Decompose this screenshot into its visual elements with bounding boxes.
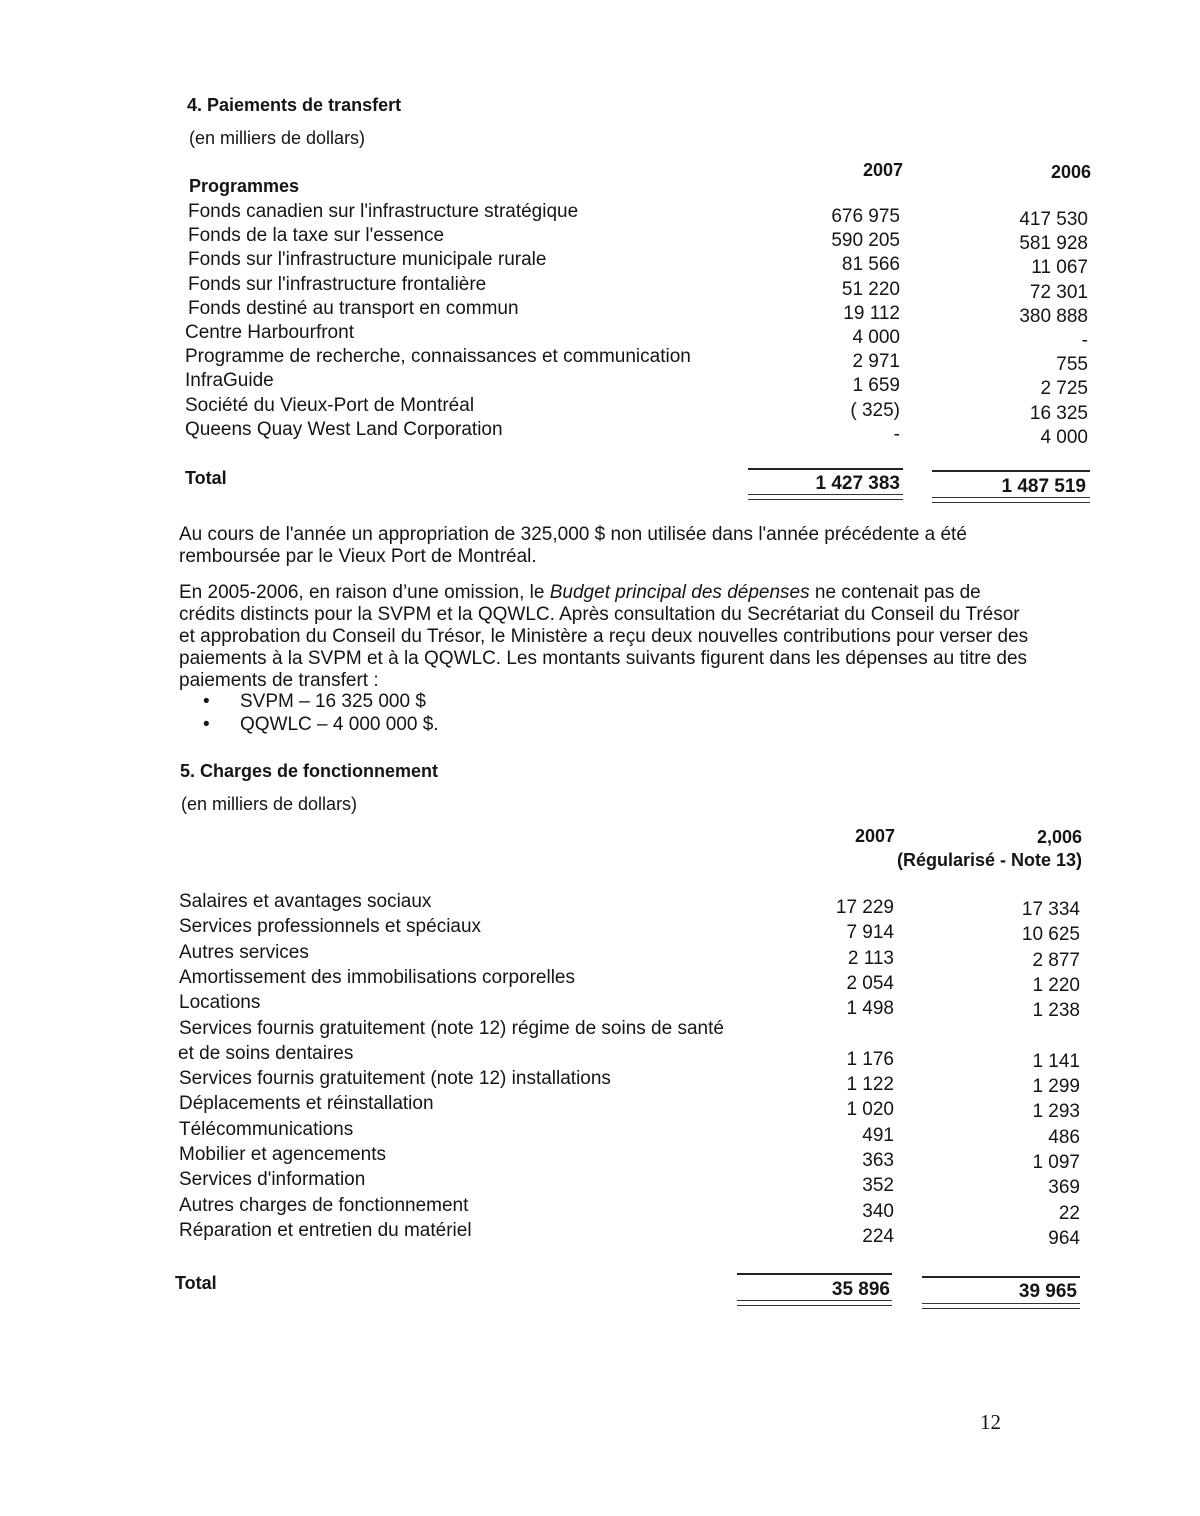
section-4-title: 4. Paiements de transfert — [187, 95, 402, 115]
value-2006: 10 625 — [1021, 924, 1080, 946]
s5-total-rule-double-2007b — [737, 1305, 892, 1306]
value-2007: 676 975 — [831, 206, 900, 227]
s4-col-header-2006: 2006 — [1050, 162, 1091, 182]
bullet-icon: • — [203, 691, 210, 712]
value-2007: ( 325) — [850, 399, 900, 421]
row-label: Services fournis gratuitement (note 12) régime de soins de santé — [179, 1017, 724, 1039]
value-2007: 1 122 — [846, 1074, 894, 1096]
value-2007: 2 113 — [847, 947, 894, 969]
s5-total-rule-top-2006 — [922, 1276, 1080, 1278]
value-2007: 1 176 — [846, 1048, 894, 1070]
row-label: Mobilier et agencements — [179, 1144, 386, 1165]
value-2006: 417 530 — [1019, 209, 1088, 230]
row-label: Fonds sur l'infrastructure municipale rurale — [188, 249, 547, 271]
value-2006: 1 299 — [1032, 1076, 1080, 1098]
s5-col-header-2007: 2007 — [854, 826, 895, 846]
page-number: 12 — [980, 1410, 1001, 1434]
s5-total-2007: 35 896 — [831, 1279, 890, 1300]
s5-total-label: Total — [175, 1273, 217, 1293]
s4-total-2006: 1 487 519 — [1001, 476, 1086, 497]
value-2006: 581 928 — [1019, 233, 1088, 255]
row-label: Queens Quay West Land Corporation — [185, 418, 503, 440]
s5-total-rule-top-2007 — [737, 1273, 892, 1275]
value-2006: 1 220 — [1032, 974, 1080, 996]
s5-total-2006: 39 965 — [1018, 1281, 1077, 1302]
value-2006: 22 — [1058, 1202, 1080, 1224]
row-label: Amortissement des immobilisations corporelles — [179, 966, 575, 988]
s4-total-rule-top-2007 — [748, 468, 903, 470]
value-2006: 17 334 — [1021, 899, 1080, 920]
s4-total-rule-double-2007a — [748, 494, 903, 495]
bullet-item — [180, 714, 439, 736]
value-2007: 81 566 — [841, 254, 900, 276]
value-2007: 340 — [862, 1200, 894, 1222]
value-2006: 486 — [1048, 1126, 1080, 1148]
para2-text-a: En 2005-2006, en raison d’une omission, le — [179, 582, 550, 603]
value-2007: 2 971 — [852, 351, 900, 373]
bullet-icon: • — [203, 714, 210, 735]
value-2007: 1 659 — [852, 375, 900, 397]
value-2007: 19 112 — [843, 302, 900, 324]
bullet-text: QQWLC – 4 000 000 $. — [240, 714, 439, 735]
s4-note-paragraph-2 — [179, 582, 1029, 692]
s4-col-header-2007: 2007 — [862, 160, 903, 180]
row-label: Société du Vieux-Port de Montréal — [185, 394, 475, 416]
value-2007: 7 914 — [846, 922, 894, 944]
value-2006: 2 725 — [1040, 378, 1088, 400]
bullet-item — [180, 691, 426, 713]
s5-col-header-2006-note: (Régularisé - Note 13) — [896, 850, 1082, 870]
s4-total-label: Total — [185, 468, 227, 488]
s4-total-rule-double-2006a — [932, 497, 1090, 498]
value-2006: 72 301 — [1029, 281, 1088, 303]
s4-group-label: Programmes — [189, 176, 300, 196]
value-2007: - — [893, 423, 900, 445]
row-label: Réparation et entretien du matériel — [179, 1219, 472, 1241]
value-2007: 1 498 — [846, 998, 894, 1020]
row-label: Fonds sur l'infrastructure frontalière — [188, 273, 487, 295]
row-label: Services professionnels et spéciaux — [179, 916, 482, 938]
value-2007: 4 000 — [852, 327, 900, 348]
row-label: Fonds canadien sur l'infrastructure stratégique — [188, 201, 579, 222]
s4-total-rule-double-2006b — [932, 502, 1090, 503]
row-label: Services fournis gratuitement (note 12) installations — [179, 1068, 611, 1090]
section-4-units: (en milliers de dollars) — [189, 128, 366, 148]
value-2006: 1 238 — [1032, 1000, 1080, 1022]
section-5-units: (en milliers de dollars) — [181, 794, 358, 814]
value-2006: 369 — [1048, 1177, 1080, 1199]
value-2006: 1 097 — [1032, 1152, 1080, 1173]
row-label: Fonds destiné au transport en commun — [188, 297, 519, 319]
value-2006: 964 — [1048, 1227, 1080, 1249]
row-label: Programme de recherche, connaissances et communication — [185, 346, 691, 368]
para2-italic-title: Budget principal des dépenses — [549, 582, 810, 603]
value-2006: 16 325 — [1029, 402, 1088, 424]
s5-total-rule-double-2006b — [922, 1308, 1080, 1309]
s4-total-rule-double-2007b — [748, 499, 903, 500]
row-label: InfraGuide — [185, 370, 274, 392]
section-5-title: 5. Charges de fonctionnement — [180, 761, 439, 781]
value-2006: 1 141 — [1032, 1050, 1080, 1072]
s4-total-2007: 1 427 383 — [815, 473, 900, 494]
value-2006: 4 000 — [1040, 426, 1088, 448]
value-2007: 2 054 — [846, 972, 894, 994]
value-2007: 491 — [862, 1124, 894, 1146]
row-label: Services d'information — [179, 1169, 366, 1191]
row-label: Salaires et avantages sociaux — [179, 891, 432, 912]
row-label: Télécommunications — [179, 1118, 354, 1140]
s5-col-header-2006: 2,006 — [1036, 827, 1082, 847]
row-label: Fonds de la taxe sur l'essence — [188, 225, 445, 247]
para2-text-b: ne contenait pas de crédits distincts pour la SVPM et la QQWLC. Après consultation du Secrétariat du Conseil du Trésor et approbation du Conseil du Trésor, le Ministère a reçu deux nouvelles contributions pour verser des paiements à la SVPM et à la QQWLC. Les montants suivants figurent dans les dépenses au titre des paiements de transfert : — [179, 582, 1029, 691]
s5-total-rule-double-2007a — [737, 1300, 892, 1301]
row-label-continued: et de soins dentaires — [178, 1042, 354, 1064]
value-2006: 755 — [1056, 354, 1088, 376]
s4-total-rule-top-2006 — [932, 470, 1090, 472]
s4-note-paragraph-1: Au cours de l'année un appropriation de 325,000 $ non utilisée dans l'année précédente a été remboursée par le Vieux Port de Montréal. — [179, 524, 967, 567]
value-2006: - — [1081, 330, 1088, 351]
row-label: Déplacements et réinstallation — [179, 1093, 434, 1115]
value-2006: 11 067 — [1031, 257, 1088, 279]
value-2007: 590 205 — [831, 230, 900, 252]
value-2007: 352 — [862, 1175, 894, 1197]
value-2007: 1 020 — [846, 1099, 894, 1121]
value-2007: 224 — [862, 1225, 894, 1247]
value-2006: 1 293 — [1032, 1101, 1080, 1123]
bullet-text: SVPM – 16 325 000 $ — [240, 691, 426, 712]
row-label: Centre Harbourfront — [185, 322, 354, 343]
row-label: Autres services — [179, 941, 309, 963]
value-2006: 380 888 — [1019, 305, 1088, 327]
value-2007: 51 220 — [841, 278, 900, 300]
value-2006: 2 877 — [1032, 949, 1080, 971]
s5-total-rule-double-2006a — [922, 1303, 1080, 1304]
row-label: Locations — [179, 992, 261, 1014]
row-label: Autres charges de fonctionnement — [179, 1194, 469, 1216]
value-2007: 363 — [862, 1150, 894, 1171]
value-2007: 17 229 — [835, 897, 894, 918]
